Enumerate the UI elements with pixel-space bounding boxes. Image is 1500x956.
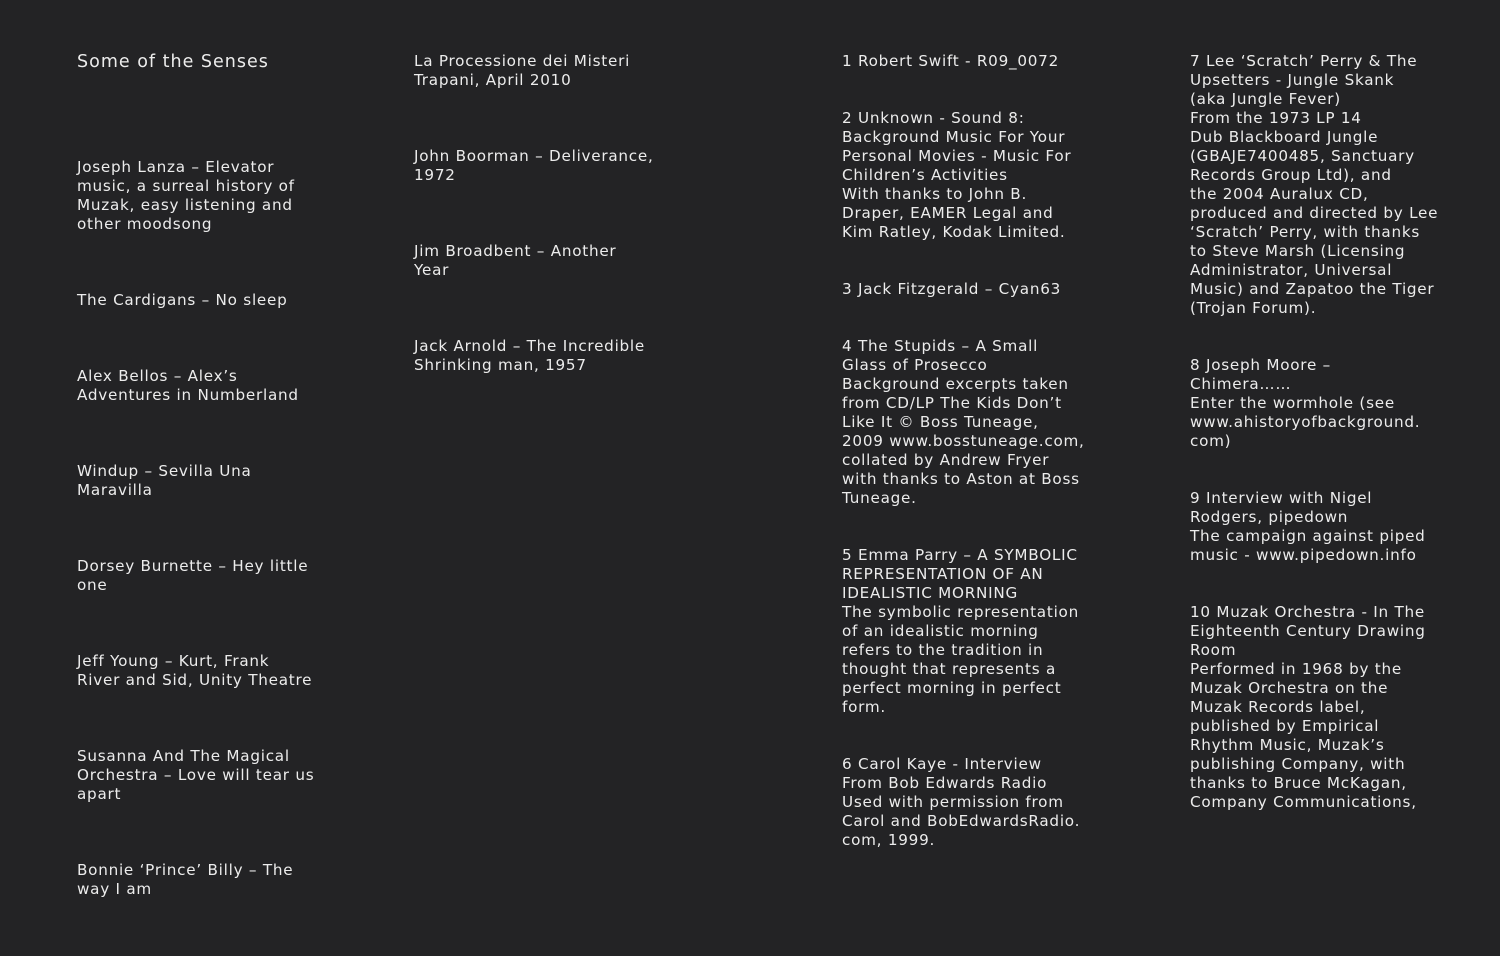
reference-entry: Alex Bellos – Alex’s Adventures in Numberland: [77, 367, 299, 404]
tracklist-column-2: [1190, 33, 1490, 850]
track-entry: 1 Robert Swift - R09_0072: [842, 52, 1059, 70]
reference-entry: Joseph Lanza – Elevator music, a surreal history of Muzak, easy listening and other moodsong: [77, 158, 295, 233]
track-entry: 5 Emma Parry – A SYMBOLIC REPRESENTATION OF AN IDEALISTIC MORNING The symbolic representation of an idealistic morning refers to the tradition in thought that represents a perfect morning in perfect form.: [842, 546, 1079, 716]
reference-entry: Jim Broadbent – Another Year: [414, 242, 617, 279]
track-entry: 3 Jack Fitzgerald – Cyan63: [842, 280, 1062, 298]
track-entry: 7 Lee ‘Scratch’ Perry & The Upsetters - Jungle Skank (aka Jungle Fever) From the 1973 LP 14 Dub Blackboard Jungle (GBAJE7400485, Sanctuary Records Group Ltd), and the 2004 Auralux CD, produced and directed by Lee ‘Scratch’ Perry, with thanks to Steve Marsh (Licensing Administrator, Universal Music) and Zapatoo the Tiger (Trojan Forum).: [1190, 52, 1439, 317]
references-column-1: [77, 33, 377, 956]
reference-entry: Susanna And The Magical Orchestra – Love will tear us apart: [77, 747, 315, 803]
reference-entry: John Boorman – Deliverance, 1972: [414, 147, 654, 184]
references-column-2: [414, 33, 714, 432]
track-entry: 6 Carol Kaye - Interview From Bob Edwards Radio Used with permission from Carol and BobEdwardsRadio. com, 1999.: [842, 755, 1081, 849]
reference-entry: La Processione dei Misteri Trapani, April 2010: [414, 52, 631, 89]
track-entry: 8 Joseph Moore – Chimera…… Enter the wormhole (see www.ahistoryofbackground. com): [1190, 356, 1421, 450]
reference-entry: Bonnie ‘Prince’ Billy – The way I am: [77, 861, 294, 898]
reference-entry: Dorsey Burnette – Hey little one: [77, 557, 309, 594]
reference-entry: Jeff Young – Kurt, Frank River and Sid, Unity Theatre: [77, 652, 313, 689]
track-entry: 4 The Stupids – A Small Glass of Prosecco Background excerpts taken from CD/LP The Kids Don’t Like It © Boss Tuneage, 2009 www.bosstuneage.com, collated by Andrew Fryer with thanks to Aston at Boss Tuneage.: [842, 337, 1085, 507]
reference-entry: Windup – Sevilla Una Maravilla: [77, 462, 252, 499]
track-entry: 9 Interview with Nigel Rodgers, pipedown The campaign against piped music - www.pipedown.info: [1190, 489, 1426, 564]
page-title: Some of the Senses: [77, 52, 269, 72]
track-entry: 10 Muzak Orchestra - In The Eighteenth Century Drawing Room Performed in 1968 by the Muzak Orchestra on the Muzak Records label, published by Empirical Rhythm Music, Muzak’s publishing Company, with thanks to Bruce McKagan, Company Communications,: [1190, 603, 1426, 811]
track-entry: 2 Unknown - Sound 8: Background Music For Your Personal Movies - Music For Children’s Activities With thanks to John B. Draper, EAMER Legal and Kim Ratley, Kodak Limited.: [842, 109, 1072, 241]
tracklist-column-1: [842, 33, 1132, 888]
reference-entry: Jack Arnold – The Incredible Shrinking man, 1957: [414, 337, 645, 374]
reference-entry: The Cardigans – No sleep: [77, 291, 288, 309]
